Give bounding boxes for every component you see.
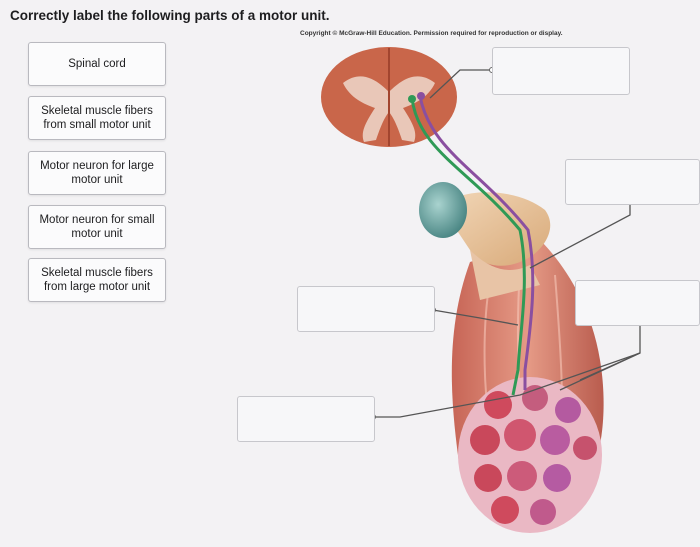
label-text: Motor neuron for large motor unit	[40, 160, 154, 186]
drop-target-3[interactable]	[297, 286, 435, 332]
label-text: Skeletal muscle fibers from small motor unit	[41, 105, 153, 131]
question-text: Correctly label the following parts of a motor unit.	[10, 8, 330, 23]
large-neuron-cell-body	[408, 95, 416, 103]
muscle-cross-section	[458, 377, 602, 533]
joint-head	[419, 182, 467, 238]
label-text: Motor neuron for small motor unit	[39, 214, 155, 240]
label-text: Skeletal muscle fibers from large motor unit	[41, 267, 153, 293]
copyright-notice: Copyright © McGraw-Hill Education. Permission required for reproduction or display.	[300, 30, 563, 37]
small-neuron-cell-body	[417, 92, 425, 100]
drop-target-1[interactable]	[492, 47, 630, 95]
drop-target-5[interactable]	[237, 396, 375, 442]
drop-target-2[interactable]	[565, 159, 700, 205]
label-text: Spinal cord	[68, 58, 126, 70]
drop-target-4[interactable]	[575, 280, 700, 326]
